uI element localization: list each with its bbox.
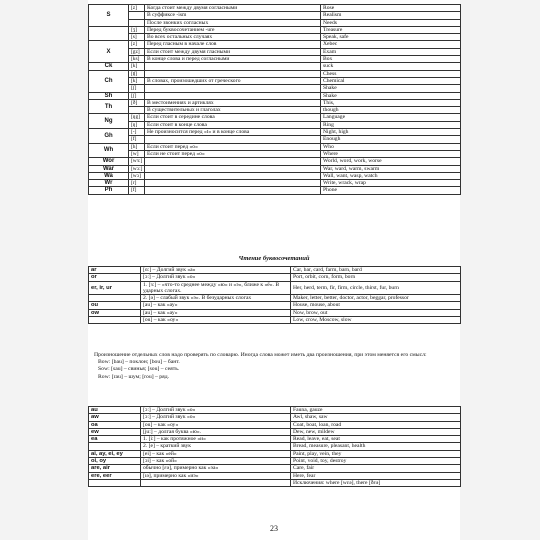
table-row xyxy=(89,295,461,302)
rule-cell xyxy=(145,70,321,77)
note-line: Sow: [sau] – свинья; [sou] – сеять. xyxy=(98,366,180,373)
example-cell: Language xyxy=(321,114,461,121)
letter-cell: X xyxy=(89,41,129,63)
table-row xyxy=(89,450,461,457)
sound-cell: [w] xyxy=(129,150,145,157)
table-row xyxy=(89,150,461,157)
letter-cell: Th xyxy=(89,99,129,114)
rule-cell: В словах, произошедших от греческого xyxy=(145,77,321,84)
sound-desc-cell: [ɔ:] – Долгий звук «о» xyxy=(141,407,291,414)
table-row xyxy=(89,465,461,472)
letter-cell: ea xyxy=(89,436,141,443)
rule-cell: Если стоит в середине слова xyxy=(145,114,321,121)
table-row xyxy=(89,63,461,70)
rule-cell: В местоимениях и артиклях xyxy=(145,99,321,106)
table-row xyxy=(89,472,461,479)
sound-cell: [k] xyxy=(129,63,145,70)
sound-cell: [ð] xyxy=(129,99,145,106)
rule-cell: В существительных и глаголах xyxy=(145,107,321,114)
sound-desc-cell: [ɪə], примерно как «иэ» xyxy=(141,472,291,479)
note-line: Bow: [bau] – поклон; [bou] – бант. xyxy=(98,359,180,366)
example-cell: Chess xyxy=(321,70,461,77)
consonant-table xyxy=(88,4,460,195)
vowel-combinations-table xyxy=(88,406,460,487)
sound-cell: [-] xyxy=(129,129,145,136)
letter-cell xyxy=(89,295,141,302)
example-cell: Car, bar, card, farm, barn, bard xyxy=(291,267,461,274)
rule-cell: Если стоит между двумя гласными xyxy=(145,48,321,55)
letter-cell xyxy=(89,26,129,41)
sound-cell: [ʃ] xyxy=(129,85,145,92)
example-cell: Write, wrack, wrap xyxy=(321,180,461,187)
table-row xyxy=(89,26,461,33)
letter-cell: or xyxy=(89,274,141,281)
letter-cell: Ch xyxy=(89,70,129,92)
example-cell: Fauna, gauze xyxy=(291,407,461,414)
example-cell: though xyxy=(321,107,461,114)
sound-cell: [f] xyxy=(129,187,145,194)
sound-cell: [ŋ] xyxy=(129,121,145,128)
example-cell: This, xyxy=(321,99,461,106)
example-cell: Coat, boat, loan, road xyxy=(291,421,461,428)
sound-cell xyxy=(129,12,145,19)
sound-desc-cell: [au] – как «ау» xyxy=(141,302,291,309)
rule-cell xyxy=(145,136,321,143)
sound-cell: [ks] xyxy=(129,56,145,63)
example-cell: Where xyxy=(321,150,461,157)
table-row xyxy=(89,56,461,63)
example-cell: Her, herd, term, fir, firm, circle, thirst, fur, burn xyxy=(291,281,461,295)
example-cell: House, mouse, about xyxy=(291,302,461,309)
table-row xyxy=(89,143,461,150)
rule-cell: Если не стоит перед «o» xyxy=(145,150,321,157)
letter-cell: Wr xyxy=(89,180,129,187)
table-row xyxy=(89,136,461,143)
example-cell: Port, orbit, corn, form, born xyxy=(291,274,461,281)
note-intro: Произношение отдельных слов надо проверять по словарю. Иногда слова может иметь два произношения, при этом меняется его смысл: xyxy=(94,352,427,358)
table-row xyxy=(89,41,461,48)
sound-desc-cell: [ɔi] – как «ой» xyxy=(141,458,291,465)
rule-cell: Перед гласным в начале слов xyxy=(145,41,321,48)
example-cell: Ring xyxy=(321,121,461,128)
rule-cell xyxy=(145,180,321,187)
table-row xyxy=(89,479,461,486)
letter-cell: Gh xyxy=(89,129,129,144)
sound-desc-cell: обычно [ɛə], примерно как «эа» xyxy=(141,465,291,472)
letter-cell: Ng xyxy=(89,114,129,129)
rule-cell xyxy=(145,172,321,179)
sound-cell xyxy=(129,19,145,26)
sound-desc-cell: 2. [ə] – слабый звук «э». В безударных слогах xyxy=(141,295,291,302)
sound-cell: [h] xyxy=(129,143,145,150)
example-cell: Shake xyxy=(321,85,461,92)
letter-cell: er, ir, ur xyxy=(89,281,141,295)
table-row xyxy=(89,5,461,12)
table-row xyxy=(89,458,461,465)
sound-desc-cell: [au] – как «ау» xyxy=(141,309,291,316)
sound-cell: [wɜ:] xyxy=(129,158,145,165)
letter-cell: ow xyxy=(89,309,141,316)
table-row xyxy=(89,114,461,121)
sound-desc-cell: 1. [ɜ:] – «что-то среднее между «ю» и «э», ближе к «ё». В ударных слогах. xyxy=(141,281,291,295)
sound-cell: [ʒ] xyxy=(129,26,145,33)
example-cell: Bread, measure, pleasant, health xyxy=(291,443,461,450)
sound-desc-cell: [ou] – как «оу» xyxy=(141,317,291,324)
example-cell: War, ward, warm, swarm xyxy=(321,165,461,172)
table-row xyxy=(89,443,461,450)
rule-cell: Когда стоит между двумя согласными xyxy=(145,5,321,12)
pronunciation-note xyxy=(94,352,460,381)
table-row xyxy=(89,34,461,41)
sound-cell: [ʧ] xyxy=(129,70,145,77)
example-cell: Now, brow, out xyxy=(291,309,461,316)
table-row xyxy=(89,77,461,84)
table-row xyxy=(89,85,461,92)
table-row xyxy=(89,436,461,443)
example-cell: Treasure xyxy=(321,26,461,33)
letter-cell: aw xyxy=(89,414,141,421)
sound-cell: [z] xyxy=(129,41,145,48)
sound-cell: [ʃ] xyxy=(129,92,145,99)
table-row xyxy=(89,92,461,99)
example-cell: Exam xyxy=(321,48,461,55)
rule-cell: Не произносится перед «t» и в конце слова xyxy=(145,129,321,136)
table-row xyxy=(89,19,461,26)
letter-cell: Sh xyxy=(89,92,129,99)
rule-cell xyxy=(145,165,321,172)
book-page xyxy=(88,0,460,540)
example-cell: Awl, shaw, saw xyxy=(291,414,461,421)
example-cell: Point, void, toy, destroy xyxy=(291,458,461,465)
table-row xyxy=(89,421,461,428)
table-row xyxy=(89,48,461,55)
example-cell: Night, high xyxy=(321,129,461,136)
example-cell: Speak, safe xyxy=(321,34,461,41)
letter-cell: S xyxy=(89,5,129,27)
sound-desc-cell: 2. [e] – краткий звук xyxy=(141,443,291,450)
rule-cell: После звонких согласных xyxy=(145,19,321,26)
letter-cell: ai, ay, ei, ey xyxy=(89,450,141,457)
letter-cell xyxy=(89,479,141,486)
example-cell: Rose xyxy=(321,5,461,12)
page-number: 23 xyxy=(270,524,278,533)
example-cell: Paint, play, vein, they xyxy=(291,450,461,457)
example-cell: Care, fair xyxy=(291,465,461,472)
sound-cell xyxy=(129,107,145,114)
sound-cell: [r] xyxy=(129,180,145,187)
example-cell: suck xyxy=(321,63,461,70)
rule-cell: Во всех остальных случаях xyxy=(145,34,321,41)
rule-cell: В конце слова и перед согласными xyxy=(145,56,321,63)
rule-cell xyxy=(145,63,321,70)
sound-cell: [s] xyxy=(129,34,145,41)
rule-cell xyxy=(145,158,321,165)
rule-cell: Если стоит в конце слова xyxy=(145,121,321,128)
table-row xyxy=(89,12,461,19)
example-cell: Needs xyxy=(321,19,461,26)
sound-cell: [gz] xyxy=(129,48,145,55)
sound-cell: [wɔ:] xyxy=(129,165,145,172)
sound-desc-cell xyxy=(141,479,291,486)
letter-cell xyxy=(89,317,141,324)
example-cell: Phone xyxy=(321,187,461,194)
letter-cell: oi, oy xyxy=(89,458,141,465)
example-cell: Chemical xyxy=(321,77,461,84)
example-cell: Wall, want, wasp, watch xyxy=(321,172,461,179)
table-row xyxy=(89,281,461,295)
example-cell: Shake xyxy=(321,92,461,99)
letter-cell: are, air xyxy=(89,465,141,472)
table-row xyxy=(89,302,461,309)
table-row xyxy=(89,267,461,274)
table-row xyxy=(89,121,461,128)
sound-desc-cell: [ju:] – долгая буква «ю». xyxy=(141,428,291,435)
sound-desc-cell: 1. [i:] – как протяжное «и» xyxy=(141,436,291,443)
example-cell: World, word, work, worse xyxy=(321,158,461,165)
table-row xyxy=(89,129,461,136)
example-cell: Who xyxy=(321,143,461,150)
sound-cell: [f] xyxy=(129,136,145,143)
table-row xyxy=(89,107,461,114)
sound-desc-cell: [ɔ:] – Долгий звук «о» xyxy=(141,274,291,281)
letter-cell: Wa xyxy=(89,172,129,179)
sound-desc-cell: [ɔ:] – Долгий звук «о» xyxy=(141,414,291,421)
table-row xyxy=(89,309,461,316)
letter-cell: War xyxy=(89,165,129,172)
sound-desc-cell: [ɑ:] – Долгий звук «а» xyxy=(141,267,291,274)
example-cell: Maker, letter, better, doctor, actor, beggar, professor xyxy=(291,295,461,302)
table-row xyxy=(89,428,461,435)
section-heading: Чтение буквосочетаний xyxy=(238,255,310,262)
example-cell: Here, fear xyxy=(291,472,461,479)
example-cell: Low, crow, Moscow, slow xyxy=(291,317,461,324)
example-cell: Enough xyxy=(321,136,461,143)
letter-cell: au xyxy=(89,407,141,414)
sound-cell: [ŋg] xyxy=(129,114,145,121)
table-row xyxy=(89,187,461,194)
table-row xyxy=(89,99,461,106)
letter-cell: oa xyxy=(89,421,141,428)
sound-desc-cell: [ou] – как «оу» xyxy=(141,421,291,428)
letter-cell: Ck xyxy=(89,63,129,70)
table-row xyxy=(89,407,461,414)
sound-cell: [wɔ] xyxy=(129,172,145,179)
letter-cell: ere, eer xyxy=(89,472,141,479)
rule-cell: В суффиксе -ism xyxy=(145,12,321,19)
table-row xyxy=(89,317,461,324)
example-cell: Xebec xyxy=(321,41,461,48)
example-cell: Realism xyxy=(321,12,461,19)
letter-cell: Ph xyxy=(89,187,129,194)
table-row xyxy=(89,414,461,421)
rule-cell: Если стоит перед «o» xyxy=(145,143,321,150)
letter-cell: ou xyxy=(89,302,141,309)
table-row xyxy=(89,274,461,281)
table-row xyxy=(89,180,461,187)
rule-cell xyxy=(145,187,321,194)
rule-cell: Перед буквосочетанием -ure xyxy=(145,26,321,33)
rule-cell xyxy=(145,92,321,99)
letter-cell: ar xyxy=(89,267,141,274)
table-row xyxy=(89,172,461,179)
note-line: Row: [rau] – шум; [rou] – ряд. xyxy=(98,373,170,380)
example-cell: Box xyxy=(321,56,461,63)
table-row xyxy=(89,165,461,172)
letter-combinations-table xyxy=(88,266,460,324)
sound-desc-cell: [ei] – как «ей» xyxy=(141,450,291,457)
letter-cell: ew xyxy=(89,428,141,435)
letter-cell xyxy=(89,443,141,450)
letter-cell: Wor xyxy=(89,158,129,165)
example-cell: Dew, new, mildew xyxy=(291,428,461,435)
example-cell: Исключения: where [wɛə], there [ðɛə] xyxy=(291,479,461,486)
letter-cell: Wh xyxy=(89,143,129,158)
rule-cell xyxy=(145,85,321,92)
example-cell: Read, leave, eat, seat xyxy=(291,436,461,443)
sound-cell: [k] xyxy=(129,77,145,84)
sound-cell: [z] xyxy=(129,5,145,12)
table-row xyxy=(89,158,461,165)
table-row xyxy=(89,70,461,77)
